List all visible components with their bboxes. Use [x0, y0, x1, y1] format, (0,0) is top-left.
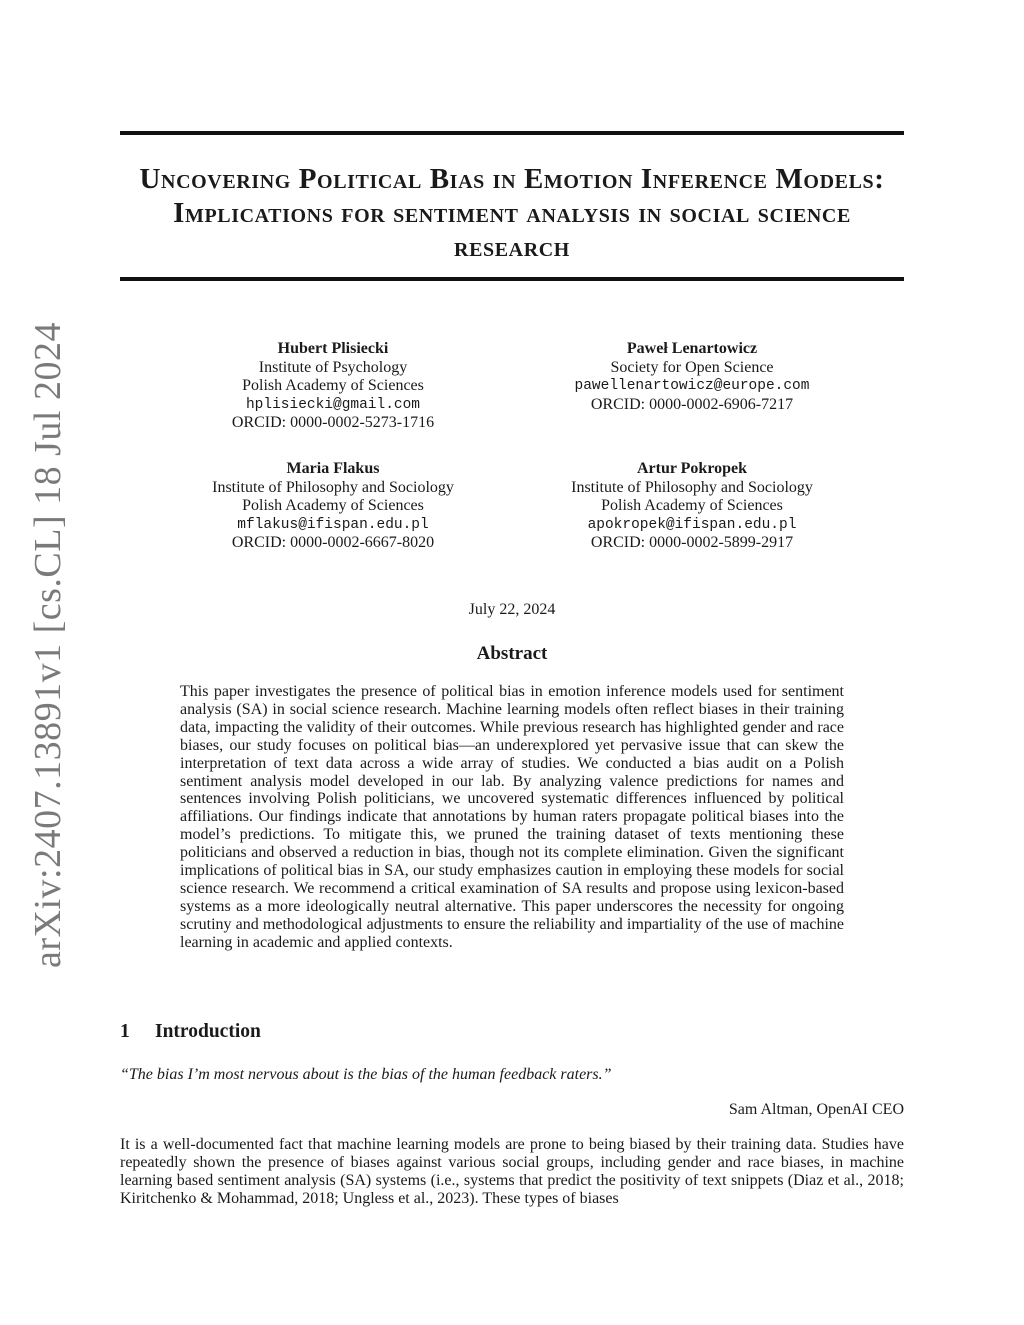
section-title: Introduction	[155, 1021, 261, 1042]
epigraph-quote: “The bias I’m most nervous about is the bias of the human feedback raters.”	[120, 1066, 612, 1083]
author-name: Artur Pokropek	[636, 460, 748, 477]
author-affiliation: Institute of Psychology	[258, 358, 408, 376]
author-name: Maria Flakus	[286, 460, 380, 477]
author-name: Paweł Lenartowicz	[626, 340, 758, 357]
arxiv-identifier: arXiv:2407.13891v1 [cs.CL] 18 Jul 2024	[27, 322, 69, 968]
epigraph-attribution: Sam Altman, OpenAI CEO	[728, 1101, 904, 1118]
author-affiliation: Polish Academy of Sciences	[242, 377, 424, 394]
author-block	[527, 460, 857, 553]
section-number: 1	[120, 1021, 130, 1042]
author-affiliation: Institute of Philosophy and Sociology	[212, 478, 454, 496]
title-rule-bottom	[120, 277, 904, 281]
author-email[interactable]: apokropek@ifispan.edu.pl	[587, 516, 797, 533]
author-affiliation: Institute of Philosophy and Sociology	[571, 478, 813, 496]
author-name: Hubert Plisiecki	[277, 340, 389, 357]
author-email[interactable]: mflakus@ifispan.edu.pl	[237, 516, 429, 533]
publication-date: July 22, 2024	[468, 601, 556, 618]
author-orcid: ORCID: 0000-0002-6667-8020	[231, 534, 435, 551]
abstract-text: This paper investigates the presence of political bias in emotion inference models used for sentiment analysis (SA) in social science research. Machine learning models often reflect biases in their training data, impacting the validity of their outcomes. While previous research has highlighted gender and race biases, our study focuses on political bias—an underexplored yet pervasive issue that can skew the interpretation of text data across a wide array of studies. We conducted a bias audit on a Polish sentiment analysis model developed in our lab. By analyzing valence predictions for names and sentences involving Polish politicians, we uncovered systematic differences influenced by political affiliations. Our findings indicate that annotations by human raters propagate political biases into the model’s predictions. To mitigate this, we pruned the training dataset of texts mentioning these politicians and observed a reduction in bias, though not its complete elimination. Given the significant implications of political bias in SA, our study emphasizes caution in employing these models for social science research. We recommend a critical examination of SA results and propose using lexicon-based systems as a more ideologically neutral alternative. This paper underscores the necessity for ongoing scrutiny and methodological adjustments to ensure the reliability and impartiality of the use of machine learning in academic and applied contexts.	[180, 683, 844, 951]
author-block	[168, 460, 498, 553]
author-affiliation: Polish Academy of Sciences	[242, 497, 424, 514]
title-rule-top	[120, 131, 904, 135]
author-affiliation: Society for Open Science	[610, 358, 774, 376]
author-orcid: ORCID: 0000-0002-6906-7217	[590, 395, 794, 413]
author-orcid: ORCID: 0000-0002-5273-1716	[231, 414, 435, 431]
paper-title: Uncovering Political Bias in Emotion Inference Models: Implications for sentiment analysis in social science research	[139, 163, 885, 263]
section-heading	[120, 1021, 261, 1043]
author-affiliation: Polish Academy of Sciences	[601, 497, 783, 514]
author-block	[527, 340, 857, 414]
intro-paragraph: It is a well-documented fact that machine learning models are prone to being biased by their training data. Studies have repeatedly shown the presence of biases against various social groups, including gender and race biases, in machine learning based sentiment analysis (SA) systems (i.e., systems that predict the positivity of text snippets (Diaz et al., 2018; Kiritchenko & Mohammad, 2018; Ungless et al., 2023). These types of biases	[120, 1136, 904, 1207]
author-orcid: ORCID: 0000-0002-5899-2917	[590, 534, 794, 551]
author-email[interactable]: pawellenartowicz@europe.com	[574, 378, 810, 394]
author-email[interactable]: hplisiecki@gmail.com	[245, 396, 421, 413]
abstract-heading: Abstract	[476, 643, 548, 664]
author-block	[168, 340, 498, 433]
